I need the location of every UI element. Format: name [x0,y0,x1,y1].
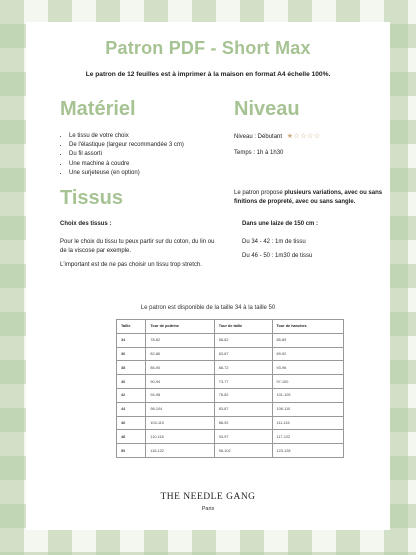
table-cell: 42 [117,388,146,402]
table-cell: 83-87 [214,402,272,416]
table-cell: 89-92 [272,347,343,361]
list-item: • Le tissu de votre choix [69,132,184,141]
materiel-heading: Matériel [60,98,136,120]
table-cell: 97-100 [272,375,343,389]
table-cell: 94-98 [146,388,214,402]
table-header-row [117,320,344,334]
table-cell: 85-89 [272,333,343,347]
laize-line-2: Du 46 - 50 : 1m30 de tissu [242,253,313,259]
table-cell: 58-62 [214,333,272,347]
table-cell: 93-97 [214,430,272,444]
table-cell: 73-77 [214,375,272,389]
table-cell: 106-110 [272,402,343,416]
niveau-desc-bold: plusieurs variations, avec ou sans finitions de propreté, avec ou sans sangle. [234,190,383,206]
niveau-heading: Niveau [234,98,300,120]
brand-name: THE NEEDLE GANG [160,492,256,502]
table-cell: 116-122 [146,444,214,458]
table-cell: 98-104 [146,402,214,416]
choix-paragraph-1: Pour le choix du tissu tu peux partir sur du coton, du lin ou de la viscose par exemple. [60,239,215,254]
table-cell: 86-90 [146,361,214,375]
niveau-temps: Temps : 1h à 1h30 [234,150,284,156]
table-cell: 110-116 [146,430,214,444]
table-row [117,361,344,375]
table-row [117,402,344,416]
laize-title: Dans une laize de 150 cm : [242,221,319,227]
table-row [117,430,344,444]
choix-paragraph-2: L'important est de ne pas choisir un tissu trop stretch. [60,262,202,268]
table-row [117,444,344,458]
table-cell: 38 [117,361,146,375]
column-header: Tour de hanches [272,320,343,334]
rating-stars [287,132,321,140]
list-item: • Une machine à coudre [69,160,184,169]
star-empty-icon: ☆ [293,133,301,140]
table-cell: 48 [117,430,146,444]
table-cell: 111-116 [272,416,343,430]
materiel-list [60,132,184,178]
table-cell: 78-82 [146,333,214,347]
niveau-level-label: Niveau : Débutant [234,134,283,140]
table-cell: 40 [117,375,146,389]
page-title: Patron PDF - Short Max [105,38,311,58]
table-cell: 101-105 [272,388,343,402]
table-cell: 104-110 [146,416,214,430]
laize-line-1: Du 34 - 42 : 1m de tissu [242,239,306,245]
table-row [117,388,344,402]
choix-title: Choix des tissus : [60,221,112,227]
pattern-card [26,22,390,530]
niveau-description [234,189,384,207]
column-header: Tour de poitrine [146,320,214,334]
table-cell: 50 [117,444,146,458]
tissus-heading: Tissus [60,187,123,209]
sizes-table [116,319,344,458]
table-cell: 36 [117,347,146,361]
choix-tissus [60,220,220,270]
star-empty-icon: ☆ [307,133,314,140]
table-cell: 63-67 [214,347,272,361]
table-cell: 117-122 [272,430,343,444]
sizes-availability: Le patron est disponible de la taille 34 à la taille 50 [140,305,276,311]
table-row [117,333,344,347]
table-cell: 90-94 [146,375,214,389]
table-cell: 46 [117,416,146,430]
table-row [117,375,344,389]
table-cell: 93-96 [272,361,343,375]
star-empty-icon: ☆ [300,133,308,140]
column-header: Tour de taille [214,320,272,334]
table-cell: 68-72 [214,361,272,375]
star-filled-icon: ★ [286,133,294,140]
table-row [117,416,344,430]
list-item: • Du fil assorti [69,150,184,159]
laize-info [242,220,382,261]
list-item: • De l'élastique (largeur recommandée 3 cm) [69,141,184,150]
table-cell: 44 [117,402,146,416]
list-item: • Une surjeteuse (en option) [69,169,184,178]
table-cell: 34 [117,333,146,347]
niveau-level [234,132,321,140]
table-cell: 123-128 [272,444,343,458]
table-row [117,347,344,361]
brand-city: Paris [201,506,215,512]
table-cell: 98-102 [214,444,272,458]
page-subtitle: Le patron de 12 feuilles est à imprimer à la maison en format A4 échelle 100%. [85,71,331,78]
niveau-desc-text: Le patron propose [234,190,285,196]
star-empty-icon: ☆ [313,133,321,140]
table-cell: 78-82 [214,388,272,402]
table-cell: 82-86 [146,347,214,361]
column-header: Taille [117,320,146,334]
table-cell: 88-92 [214,416,272,430]
